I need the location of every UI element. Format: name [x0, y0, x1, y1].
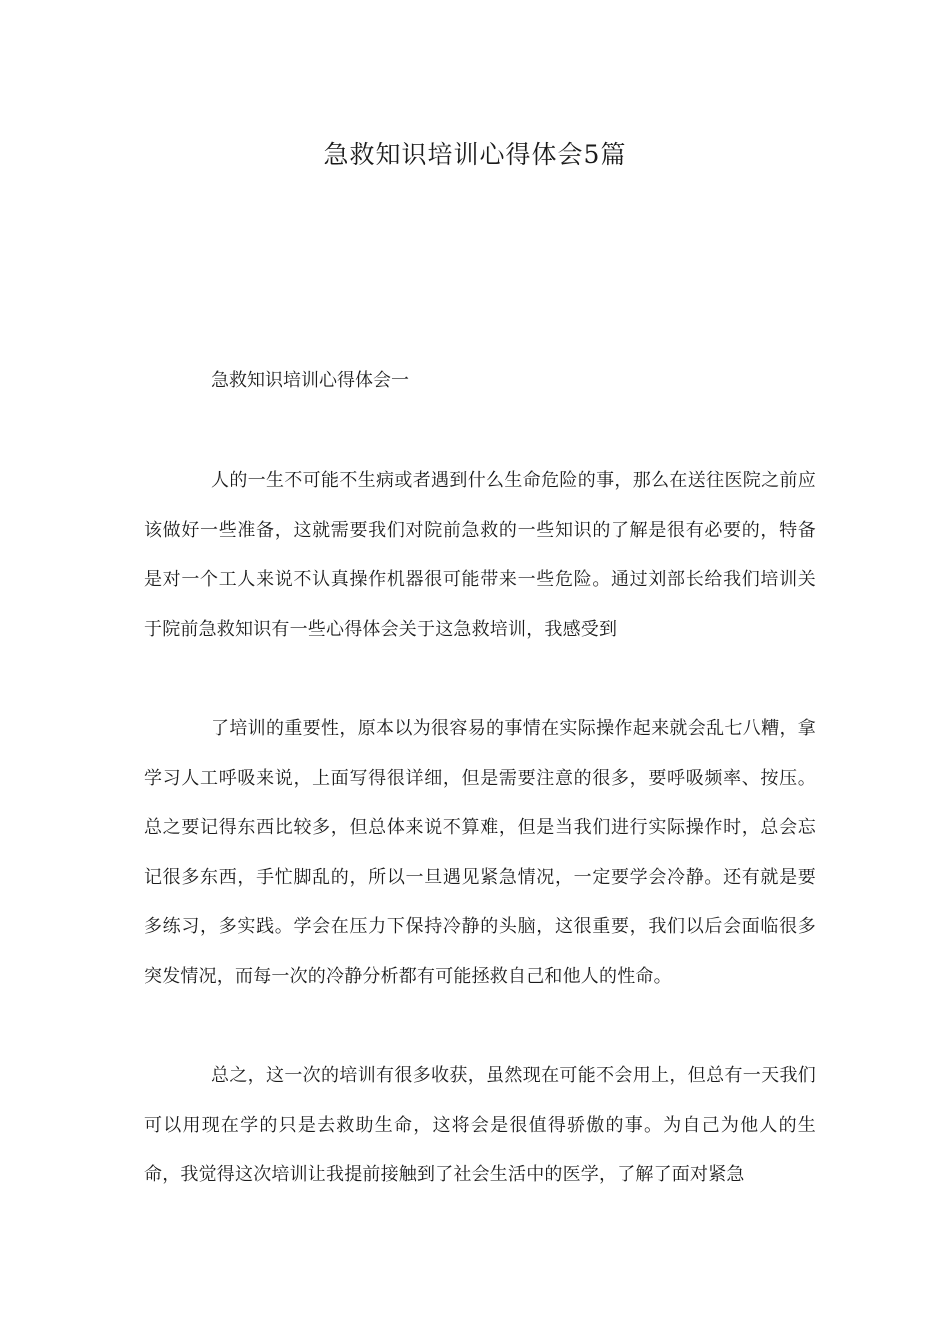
document-title: 急救知识培训心得体会5篇 — [323, 140, 627, 169]
section-heading: 急救知识培训心得体会一 — [211, 370, 409, 391]
paragraph-2: 了培训的重要性，原本以为很容易的事情在实际操作起来就会乱七八糟，拿学习人工呼吸来说，上面写得很详细，但是需要注意的很多，要呼吸频率、按压。总之要记得东西比较多，但总体来说不算难，但是当我们进行实际操作时，总会忘记很多东西，手忙脚乱的，所以一旦遇见紧急情况，一定要学会冷静。还有就是要多练习，多实践。学会在压力下保持冷静的头脑，这很重要，我们以后会面临很多突发情况，而每一次的冷静分析都有可能拯救自己和他人的性命。 — [144, 718, 816, 987]
paragraph-1: 人的一生不可能不生病或者遇到什么生命危险的事，那么在送往医院之前应该做好一些准备，这就需要我们对院前急救的一些知识的了解是很有必要的，特备是对一个工人来说不认真操作机器很可能带来一些危险。通过刘部长给我们培训关于院前急救知识有一些心得体会关于这急救培训，我感受到 — [144, 470, 816, 640]
paragraph-3: 总之，这一次的培训有很多收获，虽然现在可能不会用上，但总有一天我们可以用现在学的只是去救助生命，这将会是很值得骄傲的事。为自己为他人的生命，我觉得这次培训让我提前接触到了社会生活中的医学，了解了面对紧急 — [144, 1065, 816, 1185]
